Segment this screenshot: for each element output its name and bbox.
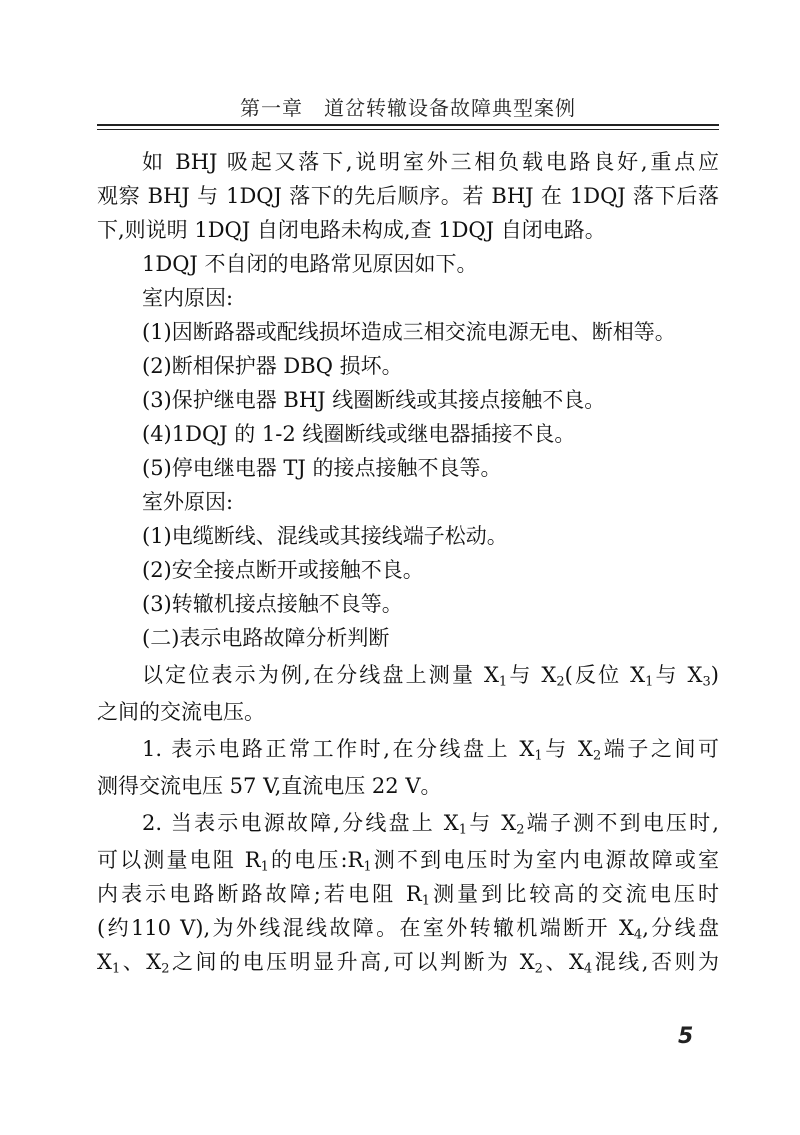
- text-line: 如 BHJ 吸起又落下,说明室外三相负载电路良好,重点应: [142, 150, 719, 174]
- page-number: 5: [678, 1024, 694, 1049]
- list-item: (5)停电继电器 TJ 的接点接触不良等。: [142, 456, 502, 480]
- header-rule-thick: [97, 124, 719, 126]
- text-line: 2. 当表示电源故障,分线盘上 $X_1$与 $X_2$端子测不到电压时,: [142, 811, 719, 838]
- text-line: (约110 V),为外线混线故障。在室外转辙机端断开 $X_4$,分线盘: [97, 916, 719, 943]
- text-line: 室内原因:: [142, 286, 234, 310]
- text-line: 下,则说明 1DQJ 自闭电路未构成,查 1DQJ 自闭电路。: [97, 218, 606, 242]
- text-line: 之间的交流电压。: [97, 700, 265, 724]
- text-line: 以定位表示为例,在分线盘上测量 $X_1$与 $X_2$(反位 $X_1$与 $X_3$): [142, 663, 719, 690]
- text-line: 可以测量电阻 $R_1$的电压$:R_1$测不到电压时为室内电源故障或室: [97, 848, 719, 875]
- header-rule-thin: [97, 129, 719, 130]
- text-line: 内表示电路断路故障;若电阻 $R_1$测量到比较高的交流电压时: [97, 882, 719, 909]
- list-item: (2)安全接点断开或接触不良。: [142, 558, 424, 582]
- text-line: 1. 表示电路正常工作时,在分线盘上 $X_1$与 $X_2$端子之间可: [142, 737, 719, 764]
- list-item: (3)保护继电器 BHJ 线圈断线或其接点接触不良。: [142, 388, 606, 412]
- text-line: 测得交流电压 57 V,直流电压 22 V。: [97, 774, 442, 798]
- page-body: [97, 145, 719, 979]
- list-item: (4)1DQJ 的 1-2 线圈断线或继电器插接不良。: [142, 422, 576, 446]
- text-line: $X_1$、$X_2$之间的电压明显升高,可以判断为 $X_2$、$X_4$混线,否则为: [97, 950, 719, 977]
- list-item: (2)断相保护器 DBQ 损坏。: [142, 354, 403, 378]
- text-line: 室外原因:: [142, 490, 234, 514]
- text-line: 观察 BHJ 与 1DQJ 落下的先后顺序。若 BHJ 在 1DQJ 落下后落: [97, 184, 719, 208]
- running-header: 第一章 道岔转辙设备故障典型案例: [240, 96, 576, 120]
- list-item: (1)电缆断线、混线或其接线端子松动。: [142, 524, 508, 548]
- list-item: (1)因断路器或配线损坏造成三相交流电源无电、断相等。: [142, 320, 676, 344]
- text-line: 1DQJ 不自闭的电路常见原因如下。: [142, 252, 478, 276]
- list-item: (3)转辙机接点接触不良等。: [142, 592, 403, 616]
- section-heading: (二)表示电路故障分析判断: [142, 626, 390, 650]
